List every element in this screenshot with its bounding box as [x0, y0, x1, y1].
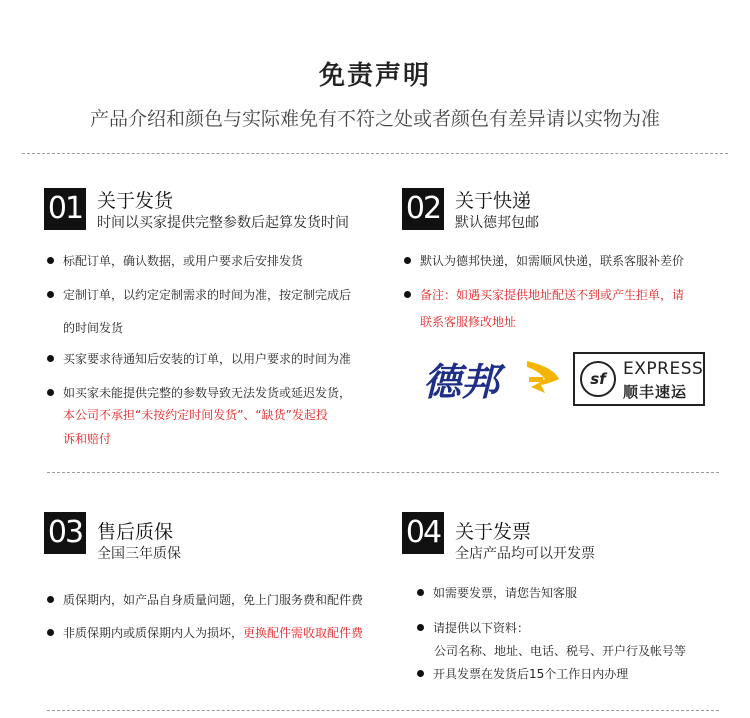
bullet-dot-icon: [47, 257, 54, 264]
list-item: 如需要发票，请您告知客服: [417, 584, 577, 601]
sf-express-wordmark: EXPRESS: [623, 359, 704, 379]
list-item: 开具发票在发货后15个工作日内办理: [417, 665, 628, 682]
deppon-logo-mark: [423, 353, 563, 405]
section-subtitle-shipping: 时间以买家提供完整参数后起算发货时间: [97, 215, 349, 231]
list-item: 标配订单，确认数据，或用户要求后安排发货: [47, 252, 303, 269]
bullet-dot-icon: [404, 291, 411, 298]
bullet-dot-icon: [47, 355, 54, 362]
list-item: 默认为德邦快递，如需顺风快递，联系客服补差价: [404, 252, 684, 269]
section-subtitle-express: 默认德邦包邮: [455, 215, 539, 231]
bullet-dot-icon: [417, 670, 424, 677]
list-item: 买家要求待通知后安装的订单，以用户要求的时间为准: [47, 350, 351, 367]
section-title-shipping: 关于发货: [97, 190, 174, 212]
page-subtitle: 产品介绍和颜色与实际难免有不符之处或者颜色有差异请以实物为准: [89, 108, 660, 130]
list-item-warning: 本公司不承担“未按约定时间发货”、“缺货”发起投: [63, 408, 328, 422]
list-item: 质保期内，如产品自身质量问题，免上门服务费和配件费: [47, 591, 363, 608]
section-number-03: 03: [44, 512, 86, 554]
page-title: 免责声明: [318, 61, 431, 91]
section-number-01: 01: [44, 188, 86, 230]
paid-parts-note: 更换配件需收取配件费: [243, 626, 364, 640]
list-item-warning: 诉和赔付: [63, 432, 112, 446]
list-item-note: 备注：如遇买家提供地址配送不到或产生拒单，请: [404, 286, 684, 303]
sf-express-logo: [573, 352, 705, 406]
bullet-dot-icon: [47, 291, 54, 298]
section-title-express: 关于快递: [455, 190, 532, 212]
section-number-02: 02: [402, 188, 444, 230]
bullet-dot-icon: [417, 624, 424, 631]
sf-mark-icon: sf: [580, 361, 616, 397]
bullet-dot-icon: [47, 389, 54, 396]
divider-top: [22, 153, 728, 154]
bullet-dot-icon: [417, 589, 424, 596]
section-subtitle-warranty: 全国三年质保: [97, 546, 181, 562]
list-item: 如买家未能提供完整的参数导致无法发货或延迟发货，: [47, 384, 351, 401]
list-item-continuation: 的时间发货: [63, 321, 124, 335]
section-title-invoice: 关于发票: [455, 521, 532, 543]
bullet-dot-icon: [404, 257, 411, 264]
list-item-continuation: 公司名称、地址、电话、税号、开户行及帐号等: [434, 644, 687, 658]
sf-name: 顺丰速运: [623, 383, 688, 401]
section-subtitle-invoice: 全店产品均可以开发票: [455, 546, 595, 562]
list-item: 非质保期内或质保期内人为损坏，更换配件需收取配件费: [47, 624, 363, 641]
deppon-wordmark: 德邦: [423, 360, 500, 404]
deppon-logo: [423, 353, 563, 405]
list-item: 定制订单，以约定定制需求的时间为准，按定制完成后: [47, 286, 351, 303]
bullet-dot-icon: [47, 629, 54, 636]
section-title-warranty: 售后质保: [97, 521, 174, 543]
deppon-bar-icon: [529, 377, 543, 382]
list-item: 请提供以下资料：: [417, 619, 529, 636]
section-number-04: 04: [402, 512, 444, 554]
divider-bottom: [47, 710, 719, 711]
bullet-dot-icon: [47, 596, 54, 603]
divider-middle: [47, 472, 719, 473]
list-item-note-continuation: 联系客服修改地址: [420, 315, 517, 329]
